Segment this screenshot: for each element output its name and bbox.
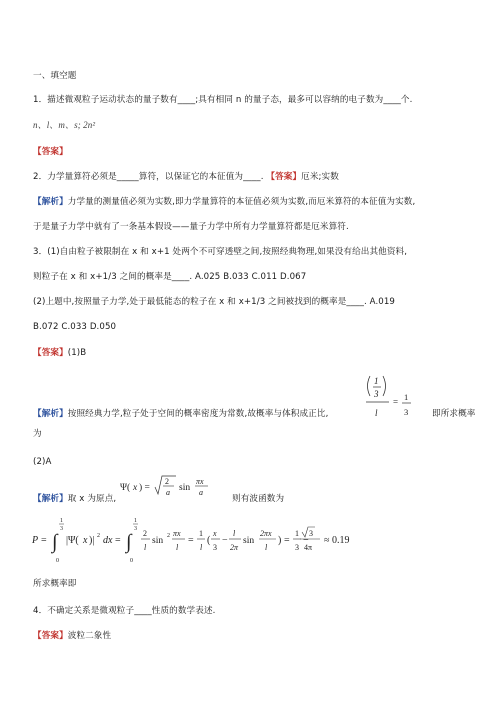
svg-text:=: = [393, 397, 399, 407]
svg-text:=: = [188, 535, 194, 546]
question-2-analysis-1: 力学量的测量值必须为实数,即力学量算符的本征值必须为实数,而厄米算符的本征值为实数, [67, 197, 416, 207]
svg-text:2π: 2π [230, 543, 239, 552]
question-3-analysis-1-tail: 即所求概率 [432, 409, 476, 419]
question-4-answer-line [33, 630, 111, 642]
question-3-analysis-2-line [33, 493, 116, 505]
svg-text:−: − [303, 535, 309, 546]
svg-text:4π: 4π [304, 543, 313, 552]
svg-text:l: l [265, 543, 268, 552]
svg-text:dx: dx [103, 535, 113, 546]
svg-text:3: 3 [374, 389, 379, 399]
svg-text:=: = [115, 535, 121, 546]
svg-text:3: 3 [309, 529, 313, 538]
svg-text:2πx: 2πx [260, 529, 272, 538]
question-4-answer: 波粒二象性 [67, 631, 112, 641]
svg-text:2: 2 [143, 529, 147, 538]
svg-text:2: 2 [167, 533, 170, 539]
svg-text:P: P [32, 535, 39, 546]
svg-text:3: 3 [213, 543, 217, 552]
svg-text:l: l [200, 543, 203, 552]
question-4-text: 4．不确定关系是微观粒子____性质的数学表述. [33, 606, 216, 616]
svg-text:3: 3 [295, 543, 299, 552]
svg-text:0: 0 [130, 558, 133, 564]
svg-text:3: 3 [60, 526, 63, 532]
svg-text:)|: )| [89, 535, 95, 546]
svg-text:2: 2 [97, 533, 100, 539]
question-2-analysis-2: 于是量子力学中就有了一条基本假设——量子力学中所有力学量算符都是厄米算符. [33, 222, 349, 232]
svg-text:2: 2 [165, 477, 169, 486]
probability-integral-formula [30, 510, 330, 572]
svg-text:1: 1 [295, 529, 299, 538]
svg-text:sin: sin [152, 536, 164, 546]
svg-text:πx: πx [173, 529, 181, 538]
question-3-analysis-2-pre: 取 x 为原点, [67, 494, 117, 504]
question-1-symbols: n、l、m、s; 2n² [33, 120, 96, 130]
svg-text:∫: ∫ [126, 531, 132, 553]
question-2-analysis-tag: 【解析】 [33, 197, 68, 207]
question-3-analysis-2-tag: 【解析】 [33, 494, 68, 504]
svg-text:x: x [213, 529, 217, 538]
svg-text:sin: sin [243, 536, 255, 546]
question-3-line-1: 3．(1)自由粒子被限制在 x 和 x+1 处两个不可穿透壁之间,按照经典物理,如果没有给出其他资料, [33, 247, 408, 257]
wavefunction-formula [118, 474, 228, 500]
question-3-analysis-2-post: 则有波函数为 [232, 494, 285, 504]
question-3-answer-1: (1)B [67, 348, 87, 358]
svg-text:1: 1 [199, 529, 203, 538]
question-3-answer-line [33, 347, 86, 359]
question-4-answer-tag: 【答案】 [33, 631, 68, 641]
svg-text:|Ψ(: |Ψ( [66, 535, 79, 546]
question-2-analysis-line-1 [33, 196, 415, 208]
question-2-line [33, 171, 339, 183]
question-2-answer: 厄米;实数 [301, 172, 339, 182]
svg-text:a: a [166, 488, 170, 497]
question-3-line-3: (2)上题中,按照量子力学,处于最低能态的粒子在 x 和 x+1/3 之间被找到的概率是____. A.019 [33, 297, 395, 307]
svg-text:l: l [144, 543, 147, 552]
svg-text:≈ 0.19: ≈ 0.19 [324, 535, 350, 546]
svg-text:3: 3 [404, 407, 409, 417]
question-3-answer-tag: 【答案】 [33, 348, 68, 358]
svg-text:∫: ∫ [52, 531, 58, 553]
question-3-analysis-tag: 【解析】 [33, 409, 68, 419]
probability-result-formula [300, 510, 380, 572]
question-3-line-4: B.072 C.033 D.050 [33, 322, 117, 332]
svg-text:l: l [176, 543, 179, 552]
svg-text:a: a [199, 488, 203, 497]
question-3-line-2: 则粒子在 x 和 x+1/3 之间的概率是____. A.025 B.033 C.011 D.067 [33, 272, 307, 282]
svg-text:): ) [278, 535, 282, 546]
svg-text:1: 1 [404, 392, 409, 402]
svg-text:1: 1 [374, 376, 379, 386]
svg-text:sin: sin [179, 483, 191, 493]
svg-text:=: = [284, 535, 290, 546]
svg-text:1: 1 [134, 518, 137, 524]
question-1-answer-tag: 【答案】 [33, 147, 68, 157]
question-2-answer-tag: 【答案】 [266, 172, 302, 182]
question-3-analysis-1-line [33, 408, 328, 420]
svg-text:x: x [83, 535, 88, 546]
svg-text:x: x [133, 483, 138, 493]
question-3-analysis-1: 按照经典力学,粒子处于空间的概率密度为常数,故概率与体积成正比, [67, 409, 329, 419]
svg-text:−: − [222, 535, 228, 546]
svg-text:l: l [233, 529, 236, 538]
svg-text:0: 0 [56, 558, 59, 564]
question-3-analysis-1-end: 为 [33, 429, 42, 439]
svg-text:1: 1 [60, 518, 63, 524]
question-1-text: 1．描述微观粒子运动状态的量子数有____;具有相同 n 的量子态，最多可以容纳的电子数为____个. [33, 95, 413, 105]
question-3-final: 所求概率即 [33, 579, 77, 589]
svg-text:πx: πx [196, 477, 204, 486]
question-3-answer-2: (2)A [33, 457, 52, 467]
svg-text:(: ( [207, 535, 211, 546]
question-2-text: 2．力学量算符必须是_____算符，以保证它的本征值为____. [33, 172, 264, 182]
svg-text:l: l [375, 408, 378, 418]
svg-text:3: 3 [134, 526, 137, 532]
svg-text:) =: ) = [139, 483, 150, 493]
section-title: 一、填空题 [33, 71, 77, 81]
svg-text:=: = [41, 535, 47, 546]
svg-text:Ψ(: Ψ( [120, 483, 131, 493]
ratio-formula [362, 372, 422, 424]
